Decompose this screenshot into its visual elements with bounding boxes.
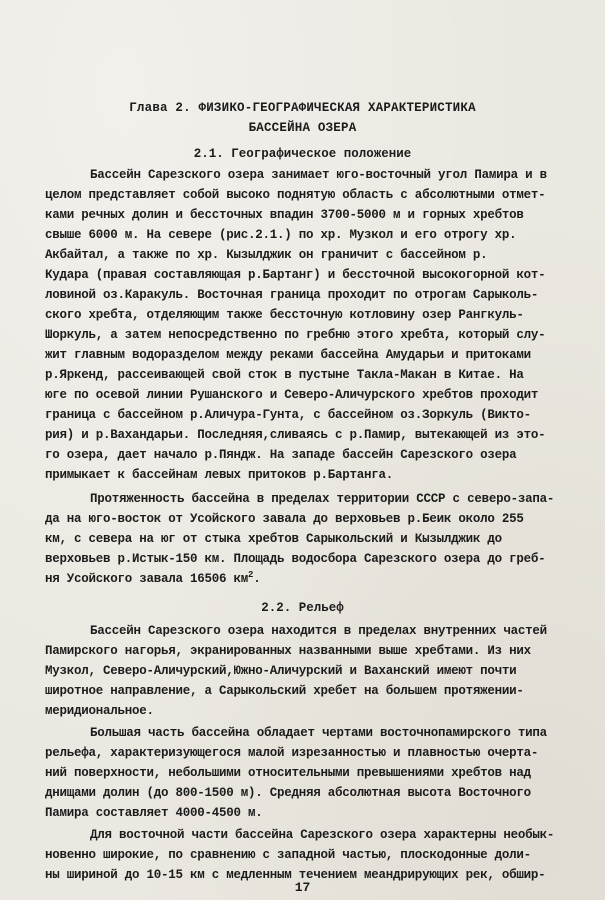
- paragraph-line: ками речных долин и бессточных впадин 3700-5000 м и горных хребтов: [45, 208, 524, 222]
- paragraph-line: целом представляет собой высоко поднятую область с абсолютными отмет-: [45, 188, 546, 202]
- paragraph-line: Протяженность бассейна в пределах территории СССР с северо-запа-: [90, 492, 555, 506]
- paragraph-line: ловиной оз.Каракуль. Восточная граница проходит по отрогам Сарыколь-: [45, 288, 539, 302]
- paragraph-line: жит главным водоразделом между реками бассейна Амударьи и притоками: [45, 348, 531, 362]
- paragraph-line: широтное направление, а Сарыкольский хребет на большем протяжении-: [45, 684, 524, 698]
- page-number: 17: [294, 880, 311, 895]
- paragraph-line: Кудара (правая составляющая р.Бартанг) и бессточной высокогорной кот-: [45, 268, 546, 282]
- paragraph-line: днищами долин (до 800-1500 м). Средняя абсолютная высота Восточного: [45, 786, 531, 800]
- paragraph-line: Музкол, Северо-Аличурский,Южно-Аличурский и Ваханский имеют почти: [45, 664, 517, 678]
- paragraph-line: рия) и р.Вахандарьи. Последняя,сливаясь с р.Памир, вытекающей из это-: [45, 428, 546, 442]
- paragraph-line: Памира составляет 4000-4500 м.: [45, 806, 263, 820]
- paragraph-line: ны шириной до 10-15 км с медленным течением меандрирующих рек, обшир-: [45, 868, 546, 882]
- paragraph-line: ского хребта, отделяющим также бессточную котловину озер Рангкуль-: [45, 308, 524, 322]
- area-text: ня Усойского завала 16506 км: [45, 572, 249, 586]
- paragraph-line: Акбайтал, а также по хр. Кызылджик он граничит с бассейном р.: [45, 248, 488, 262]
- paragraph-line: меридиональное.: [45, 704, 154, 718]
- paragraph-line: рельефа, характеризующегося малой изрезанностью и плавностью очерта-: [45, 746, 539, 760]
- area-suffix: .: [253, 572, 261, 586]
- paragraph-line: ний поверхности, небольшими относительными превышениями хребтов над: [45, 766, 531, 780]
- paragraph-line: Памирского нагорья, экранированных названными выше хребтами. Из них: [45, 644, 531, 658]
- section-2-heading: 2.2. Рельеф: [261, 601, 344, 615]
- paragraph-line: р.Яркенд, рассеивающей свой сток в пустыне Такла-Макан в Китае. На: [45, 368, 524, 382]
- chapter-title-line-1: Глава 2. ФИЗИКО-ГЕОГРАФИЧЕСКАЯ ХАРАКТЕРИСТИКА: [129, 101, 476, 115]
- paragraph-line: Большая часть бассейна обладает чертами восточнопамирского типа: [90, 726, 547, 740]
- chapter-title-line-2: БАССЕЙНА ОЗЕРА: [248, 121, 357, 135]
- paragraph-line: Шоркуль, а затем непосредственно по гребню этого хребта, который слу-: [45, 328, 546, 342]
- paragraph-line-area: [45, 570, 260, 589]
- paragraph-line: новенно широкие, по сравнению с западной частью, плоскодонные доли-: [45, 848, 531, 862]
- paragraph-line: примыкает к бассейнам левых притоков р.Бартанга.: [45, 468, 394, 482]
- paragraph-line: юге по осевой линии Рушанского и Северо-Аличурского хребтов проходит: [45, 388, 539, 402]
- area-superscript: 2: [248, 569, 254, 580]
- paragraph-line: Бассейн Сарезского озера находится в пределах внутренних частей: [90, 624, 547, 638]
- paragraph-line: верховьев р.Истык-150 км. Площадь водосбора Сарезского озера до греб-: [45, 552, 546, 566]
- paragraph-line: Для восточной части бассейна Сарезского озера характерны необык-: [90, 828, 555, 842]
- paragraph-line: го озера, дает начало р.Пяндж. На западе бассейн Сарезского озера: [45, 448, 517, 462]
- paragraph-line: да на юго-восток от Усойского завала до верховьев р.Беик около 255: [45, 512, 524, 526]
- paragraph-line: км, с севера на юг от стыка хребтов Сарыкольский и Кызылджик до: [45, 532, 502, 546]
- paragraph-line: граница с бассейном р.Аличура-Гунта, с бассейном оз.Зоркуль (Викто-: [45, 408, 531, 422]
- paragraph-line: свыше 6000 м. На севере (рис.2.1.) по хр. Музкол и его отрогу хр.: [45, 228, 517, 242]
- section-1-heading: 2.1. Географическое положение: [193, 147, 412, 161]
- paragraph-line: Бассейн Сарезского озера занимает юго-восточный угол Памира и в: [90, 168, 547, 182]
